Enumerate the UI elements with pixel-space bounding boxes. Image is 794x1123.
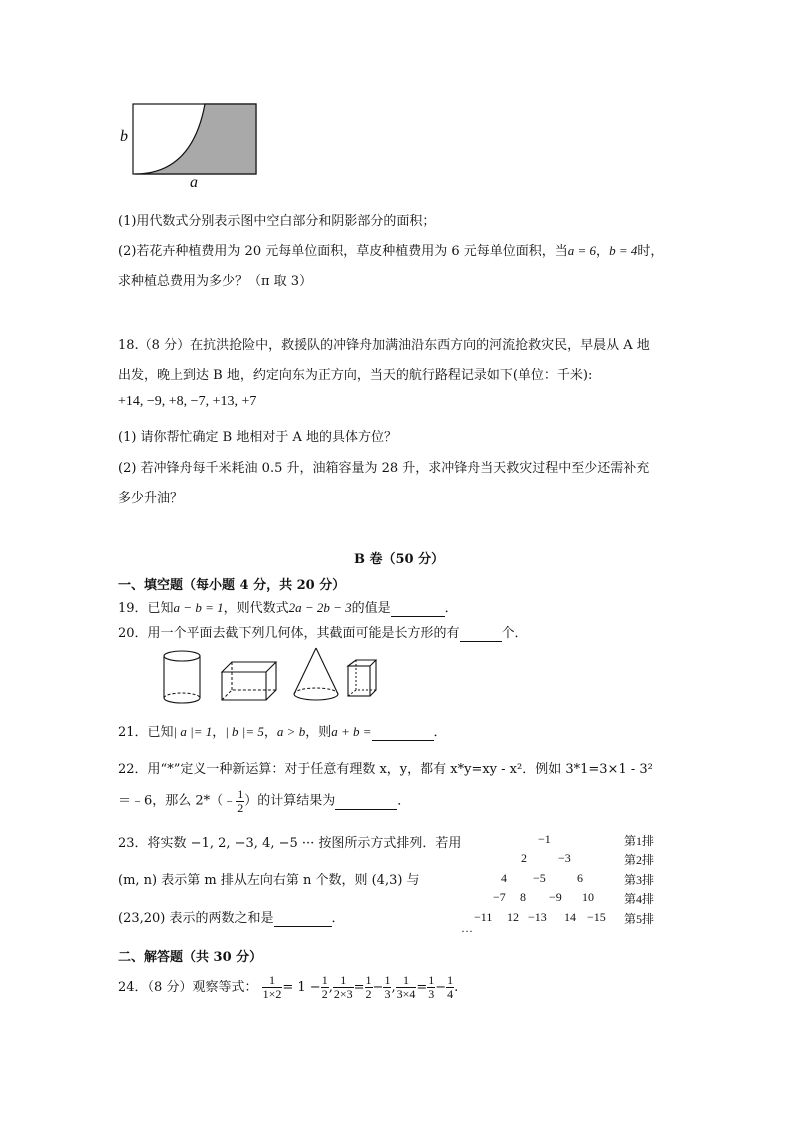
q22-line1: 22．用“*”定义一种新运算：对于任意有理数 x，y，都有 x*y=xy - x²．例如 3*1=3×1 - 3² [118, 762, 653, 777]
q17-part2: (2)若花卉种植费用为 20 元每单位面积，草皮种植费用为 6 元每单位面积，当a = 6，b = 4时， [118, 243, 664, 259]
q24-frac-2: $\frac{1}{2\times 3}$ [333, 973, 353, 1001]
q24-frac-3a: $\frac{1}{3}$ [428, 973, 435, 1001]
label-a: a [190, 174, 198, 191]
tri-r3-n3: 6 [577, 871, 583, 885]
tri-r4-n1: −7 [493, 890, 506, 904]
q22-fraction: $\frac{1}{2}$ [237, 787, 244, 815]
q24-frac-2b: $\frac{1}{3}$ [384, 973, 391, 1001]
q22-line2: ＝﹣6，那么 2*（﹣ $\frac{1}{2}$ ）的计算结果为 ． [118, 787, 411, 815]
q18-sub1: (1) 请你帮忙确定 B 地相对于 A 地的具体方位？ [118, 430, 398, 445]
tri-r3-n1: 4 [501, 871, 507, 885]
q22-answer-blank[interactable] [335, 794, 397, 810]
q24-frac-1: $\frac{1}{1\times 2}$ [262, 973, 282, 1001]
cone-figure [290, 646, 342, 706]
part1-heading: 一、填空题（每小题 4 分，共 20 分） [118, 578, 346, 593]
q18-sub2-line2: 多少升油？ [118, 491, 184, 506]
q21: 21．已知| a |= 1，| b |= 5，a > b，则a + b = ． [118, 724, 447, 740]
q24-frac-3b: $\frac{1}{4}$ [447, 973, 454, 1001]
tri-r5-n5: −15 [587, 910, 606, 924]
tri-r4-n3: −9 [549, 890, 562, 904]
part2-heading: 二、解答题（共 30 分） [118, 950, 263, 965]
q17-part2-line2: 求种植总费用为多少？（π 取 3） [118, 274, 313, 289]
tri-r1-n1: −1 [538, 832, 551, 846]
q19-answer-blank[interactable] [391, 601, 445, 617]
q18-line1: 18.（8 分）在抗洪抢险中，救援队的冲锋舟加满油沿东西方向的河流抢救灾民，早晨从 A 地 [118, 338, 650, 353]
tri-row-label-5: 第5排 [624, 912, 655, 926]
q23-answer-blank[interactable] [274, 911, 332, 927]
cuboid-figure [218, 658, 280, 704]
q17-cond-a: a = 6 [567, 243, 597, 258]
tri-dots: ··· [461, 924, 473, 938]
tri-r2-n2: −3 [558, 851, 571, 865]
tri-row-label-3: 第3排 [624, 873, 655, 887]
q18-sub2-line1: (2) 若冲锋舟每千米耗油 0.5 升，油箱容量为 28 升，求冲锋舟当天救灾过程中至少还需补充 [118, 461, 650, 476]
q18-line2: 出发，晚上到达 B 地，约定向东为正方向，当天的航行路程记录如下(单位：千米): [118, 368, 593, 383]
q17-part1: (1)用代数式分别表示图中空白部分和阴影部分的面积； [118, 214, 436, 229]
q20-answer-blank[interactable] [460, 626, 502, 642]
q18-record: +14, −9, +8, −7, +13, +7 [118, 394, 257, 409]
q24-frac-3: $\frac{1}{3\times 4}$ [396, 973, 416, 1001]
prism-figure [344, 656, 380, 700]
q20: 20．用一个平面去截下列几何体，其截面可能是长方形的有 个． [118, 626, 528, 641]
area-figure [132, 100, 260, 176]
q24: 24．（8 分）观察等式： $\frac{1}{1\times 2}$ = 1 − $\frac{1}{2}$ , $\frac{1}{2\times 3}$ = $\frac{1}{2}$ − $\frac{1}{3}$ , $\frac{1}{3\times 4}$ = $\frac{1}{3}$ − $\frac{1}{4}$ . [118, 973, 459, 1001]
tri-r3-n2: −5 [533, 871, 546, 885]
q19: 19．已知a − b = 1，则代数式2a − 2b − 3的值是 ． [118, 600, 458, 616]
tri-r5-n4: 14 [564, 910, 576, 924]
q24-frac-1b: $\frac{1}{2}$ [321, 973, 328, 1001]
tri-row-label-4: 第4排 [624, 892, 655, 906]
section-b-title: B 卷（50 分） [354, 552, 445, 567]
tri-row-label-1: 第1排 [624, 834, 655, 848]
q23-line3: (23,20) 表示的两数之和是 ． [118, 911, 345, 926]
tri-row-label-2: 第2排 [624, 853, 655, 867]
tri-r5-n1: −11 [474, 910, 493, 924]
cylinder-figure [158, 648, 208, 706]
q23-line2: (m, n) 表示第 m 排从左向右第 n 个数，则 (4,3) 与 [118, 873, 420, 888]
q23-line1: 23．将实数 −1, 2, −3, 4, −5 ··· 按图所示方式排列．若用 [118, 836, 462, 851]
q17-cond-b: b = 4 [609, 243, 638, 258]
tri-r2-n1: 2 [521, 851, 527, 865]
tri-r5-n3: −13 [528, 910, 547, 924]
q21-answer-blank[interactable] [372, 725, 434, 741]
q24-frac-2a: $\frac{1}{2}$ [365, 973, 372, 1001]
label-b: b [120, 128, 128, 145]
tri-r4-n4: 10 [582, 890, 594, 904]
tri-r5-n2: 12 [507, 910, 519, 924]
tri-r4-n2: 8 [520, 890, 526, 904]
